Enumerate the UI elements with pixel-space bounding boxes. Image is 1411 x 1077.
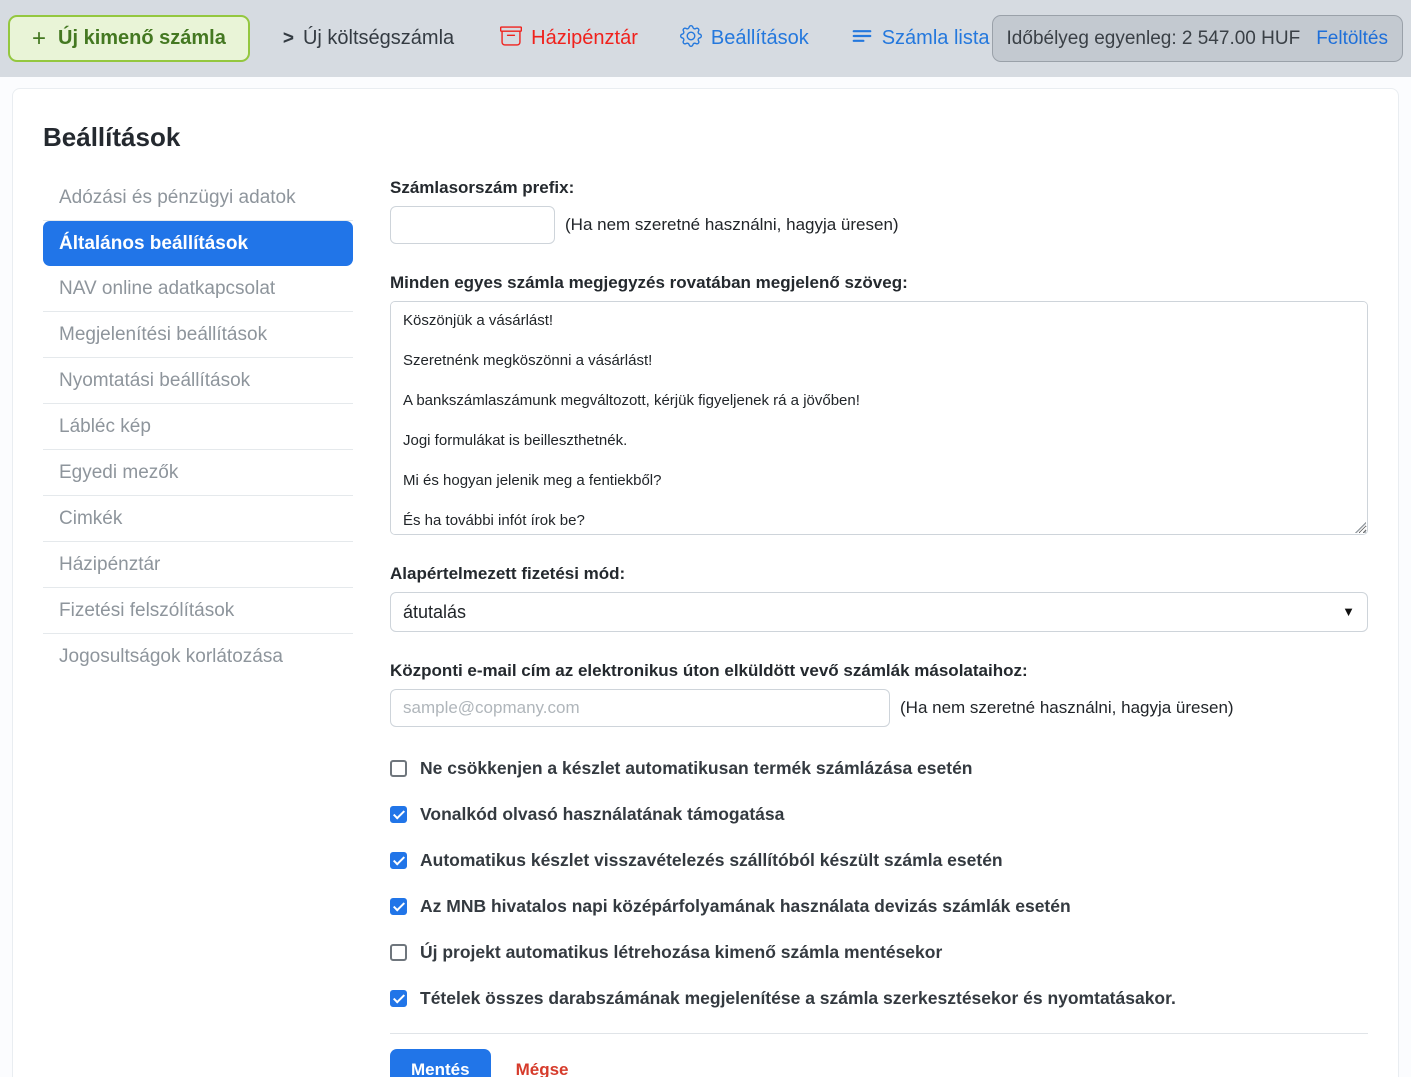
- sidebar-item-label: Megjelenítési beállítások: [59, 324, 268, 345]
- invoice-note-textarea[interactable]: [390, 301, 1368, 535]
- checkbox[interactable]: [390, 898, 407, 915]
- cash-register-link[interactable]: [500, 25, 638, 53]
- sidebar-item-label: Fizetési felszólítások: [59, 600, 235, 621]
- checkbox[interactable]: [390, 852, 407, 869]
- sidebar-item-label: Házipénztár: [59, 554, 161, 575]
- checkbox-row[interactable]: [390, 849, 1368, 871]
- sidebar-item[interactable]: [43, 358, 353, 404]
- invoice-list-link[interactable]: [851, 25, 990, 53]
- form-actions: [390, 1034, 1368, 1077]
- sidebar-item[interactable]: [43, 496, 353, 542]
- checkbox-row[interactable]: [390, 803, 1368, 825]
- checkbox-label: Új projekt automatikus létrehozása kimenő számla mentésekor: [420, 942, 943, 962]
- sidebar-item-label: Általános beállítások: [59, 233, 249, 254]
- checkbox-label: Tételek összes darabszámának megjelenítése a számla szerkesztésekor és nyomtatásakor.: [420, 988, 1176, 1008]
- sidebar-item[interactable]: [43, 450, 353, 496]
- sidebar-item[interactable]: [43, 175, 353, 221]
- sidebar-item-label: NAV online adatkapcsolat: [59, 278, 276, 299]
- checkbox-row[interactable]: [390, 895, 1368, 917]
- list-icon: [851, 25, 873, 53]
- sidebar-item[interactable]: [43, 266, 353, 312]
- payment-method-select[interactable]: [390, 592, 1368, 632]
- central-email-input[interactable]: [390, 689, 890, 727]
- central-email-hint: (Ha nem szeretné használni, hagyja üresen): [900, 698, 1234, 717]
- central-email-label: Központi e-mail cím az elektronikus úton elküldött vevő számlák másolataihoz:: [390, 661, 1028, 680]
- sidebar-item[interactable]: [43, 312, 353, 358]
- new-expense-invoice-label: Új költségszámla: [302, 27, 455, 49]
- settings-link[interactable]: [680, 25, 809, 53]
- sidebar-item-label: Lábléc kép: [59, 416, 151, 437]
- prefix-input[interactable]: [390, 206, 555, 244]
- sidebar-item-label: Adózási és pénzügyi adatok: [59, 187, 296, 208]
- checkbox-label: Vonalkód olvasó használatának támogatása: [420, 804, 785, 824]
- sidebar-item[interactable]: [43, 634, 353, 679]
- sidebar-item-label: Nyomtatási beállítások: [59, 370, 251, 391]
- settings-card: [12, 88, 1399, 1077]
- chevron-right-icon: >: [282, 27, 294, 49]
- sidebar-item[interactable]: [43, 221, 353, 266]
- new-outgoing-invoice-label: Új kimenő számla: [58, 27, 226, 49]
- archive-icon: [500, 25, 522, 53]
- sidebar-item[interactable]: [43, 404, 353, 450]
- settings-label: Beállítások: [710, 27, 809, 49]
- checkbox-list: [390, 757, 1368, 1009]
- sidebar-item[interactable]: [43, 542, 353, 588]
- prefix-label: Számlasorszám prefix:: [390, 178, 575, 197]
- checkbox-row[interactable]: [390, 941, 1368, 963]
- checkbox[interactable]: [390, 944, 407, 961]
- page-title: Beállítások: [43, 122, 181, 152]
- chevron-down-icon: ▼: [1342, 604, 1355, 620]
- checkbox-row[interactable]: [390, 987, 1368, 1009]
- sidebar-item-label: Jogosultságok korlátozása: [59, 646, 283, 667]
- new-expense-invoice-link[interactable]: [283, 27, 454, 50]
- settings-form: [390, 175, 1368, 1077]
- settings-nav: [43, 175, 353, 679]
- cancel-link[interactable]: Mégse: [515, 1060, 569, 1077]
- email-group: [390, 661, 1368, 727]
- gear-icon: [680, 25, 702, 53]
- timestamp-balance-box: [992, 15, 1403, 62]
- invoice-list-label: Számla lista: [881, 27, 990, 49]
- prefix-group: [390, 178, 1368, 244]
- checkbox-label: Automatikus készlet visszavételezés szállítóból készült számla esetén: [420, 850, 1003, 870]
- plus-icon: +: [32, 24, 47, 52]
- checkbox-row[interactable]: [390, 757, 1368, 779]
- payment-method-label: Alapértelmezett fizetési mód:: [390, 564, 626, 583]
- payment-group: [390, 564, 1368, 632]
- checkbox[interactable]: [390, 760, 407, 777]
- cash-register-label: Házipénztár: [531, 27, 638, 49]
- note-group: [390, 273, 1368, 535]
- note-label: Minden egyes számla megjegyzés rovatában megjelenő szöveg:: [390, 273, 908, 292]
- checkbox[interactable]: [390, 806, 407, 823]
- upload-link[interactable]: Feltöltés: [1316, 27, 1388, 49]
- save-button[interactable]: Mentés: [390, 1049, 491, 1077]
- prefix-hint: (Ha nem szeretné használni, hagyja üresen): [565, 215, 899, 234]
- new-outgoing-invoice-button[interactable]: [8, 15, 250, 62]
- topbar: [0, 0, 1411, 77]
- checkbox[interactable]: [390, 990, 407, 1007]
- checkbox-label: Ne csökkenjen a készlet automatikusan termék számlázása esetén: [420, 758, 973, 778]
- sidebar-item-label: Egyedi mezők: [59, 462, 179, 483]
- timestamp-balance-label: Időbélyeg egyenleg: 2 547.00 HUF: [1006, 27, 1301, 49]
- sidebar-item-label: Cimkék: [59, 508, 123, 529]
- sidebar-item[interactable]: [43, 588, 353, 634]
- checkbox-label: Az MNB hivatalos napi középárfolyamának használata devizás számlák esetén: [420, 896, 1071, 916]
